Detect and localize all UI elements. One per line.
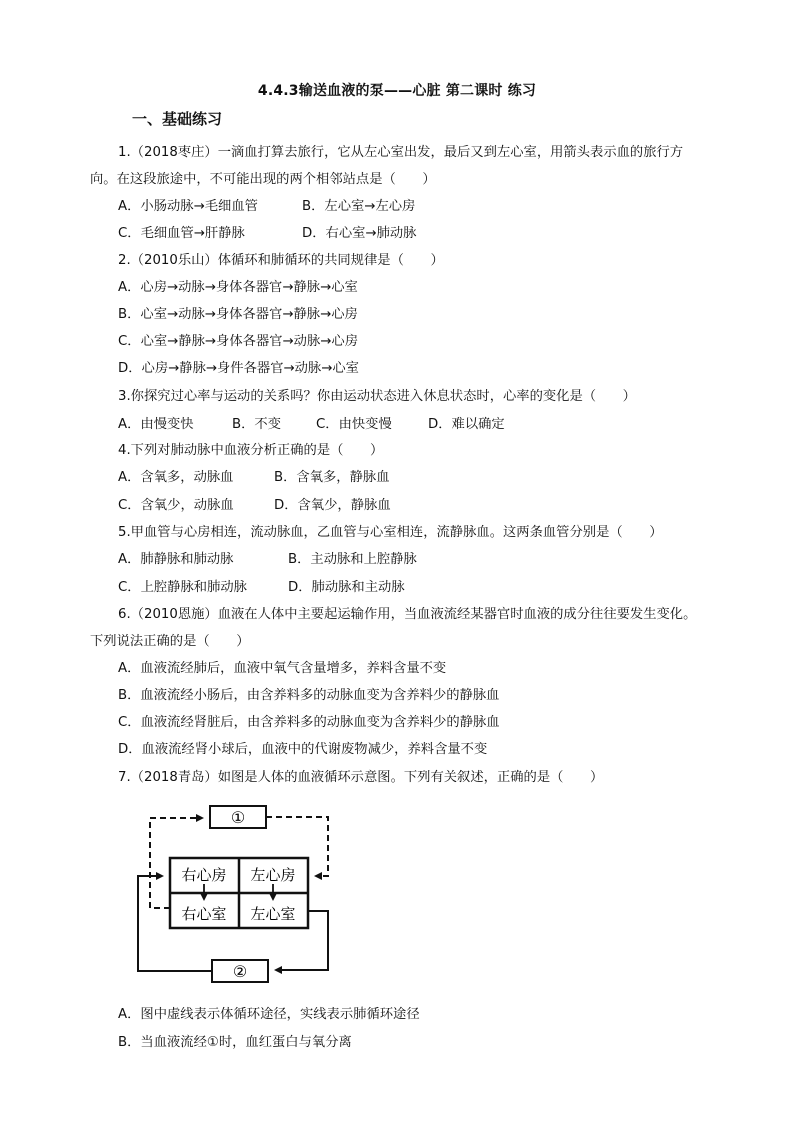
q6-stem-line1: 6.（2010恩施）血液在人体中主要起运输作用，当血液流经某器官时血液的成分往往要发生变化。 bbox=[118, 607, 697, 622]
q2-stem: 2.（2010乐山）体循环和肺循环的共同规律是（ ） bbox=[118, 253, 444, 268]
q3-option-d: D．难以确定 bbox=[428, 417, 505, 432]
q5-option-a: A．肺静脉和肺动脉 bbox=[118, 552, 234, 567]
q6-option-b: B．血液流经小肠后，由含养料多的动脉血变为含养料少的静脉血 bbox=[118, 688, 500, 703]
box-2-label: ② bbox=[232, 962, 248, 981]
q7-stem: 7.（2018青岛）如图是人体的血液循环示意图。下列有关叙述，正确的是（ ） bbox=[118, 770, 604, 785]
q5-option-b: B．主动脉和上腔静脉 bbox=[288, 552, 417, 567]
section-heading: 一、基础练习 bbox=[132, 110, 223, 128]
q7-option-b: B．当血液流经①时，血红蛋白与氧分离 bbox=[118, 1035, 352, 1050]
q2-option-c: C．心室→静脉→身体各器官→动脉→心房 bbox=[118, 334, 359, 349]
q2-option-d: D．心房→静脉→身件各器官→动脉→心室 bbox=[118, 361, 359, 376]
q2-option-b: B．心室→动脉→身体各器官→静脉→心房 bbox=[118, 307, 358, 322]
q6-stem-line2: 下列说法正确的是（ ） bbox=[90, 634, 250, 649]
q5-option-c: C．上腔静脉和肺动脉 bbox=[118, 580, 247, 595]
q4-option-a: A．含氧多，动脉血 bbox=[118, 470, 234, 485]
q5-stem: 5.甲血管与心房相连，流动脉血，乙血管与心室相连，流静脉血。这两条血管分别是（ ） bbox=[118, 525, 663, 540]
q3-option-a: A．由慢变快 bbox=[118, 417, 194, 432]
q1-stem-line2: 向。在这段旅途中，不可能出现的两个相邻站点是（ ） bbox=[90, 172, 436, 187]
box-1-label: ① bbox=[230, 808, 246, 827]
q3-option-c: C．由快变慢 bbox=[316, 417, 392, 432]
page-title: 4.4.3输送血液的泵——心脏 第二课时 练习 bbox=[257, 83, 537, 99]
q1-option-d: D．右心室→肺动脉 bbox=[302, 226, 417, 241]
q5-option-d: D．肺动脉和主动脉 bbox=[288, 580, 405, 595]
q3-option-b: B．不变 bbox=[232, 417, 282, 432]
right-ventricle-label: 右心室 bbox=[181, 905, 227, 923]
q4-option-b: B．含氧多，静脉血 bbox=[274, 470, 390, 485]
circulation-svg bbox=[130, 798, 340, 988]
q6-option-a: A．血液流经肺后，血液中氧气含量增多，养料含量不变 bbox=[118, 661, 447, 676]
q1-option-c: C．毛细血管→肝静脉 bbox=[118, 226, 245, 241]
q1-option-b: B．左心室→左心房 bbox=[302, 199, 416, 214]
q4-option-d: D．含氧少，静脉血 bbox=[274, 498, 391, 513]
q6-option-d: D．血液流经肾小球后，血液中的代谢废物减少，养料含量不变 bbox=[118, 742, 488, 757]
blood-circulation-diagram bbox=[130, 798, 340, 988]
q4-stem: 4.下列对肺动脉中血液分析正确的是（ ） bbox=[118, 443, 384, 458]
q4-option-c: C．含氧少，动脉血 bbox=[118, 498, 234, 513]
q2-option-a: A．心房→动脉→身体各器官→静脉→心室 bbox=[118, 280, 358, 295]
left-ventricle-label: 左心室 bbox=[250, 905, 296, 923]
q1-option-a: A．小肠动脉→毛细血管 bbox=[118, 199, 258, 214]
left-atrium-label: 左心房 bbox=[250, 866, 296, 884]
q6-option-c: C．血液流经肾脏后，由含养料多的动脉血变为含养料少的静脉血 bbox=[118, 715, 500, 730]
q3-stem: 3.你探究过心率与运动的关系吗？你由运动状态进入休息状态时，心率的变化是（ ） bbox=[118, 389, 636, 404]
right-atrium-label: 右心房 bbox=[181, 866, 227, 884]
q1-stem-line1: 1.（2018枣庄）一滴血打算去旅行，它从左心室出发，最后又到左心室，用箭头表示血的旅行方 bbox=[118, 145, 684, 160]
q7-option-a: A．图中虚线表示体循环途径，实线表示肺循环途径 bbox=[118, 1007, 420, 1022]
